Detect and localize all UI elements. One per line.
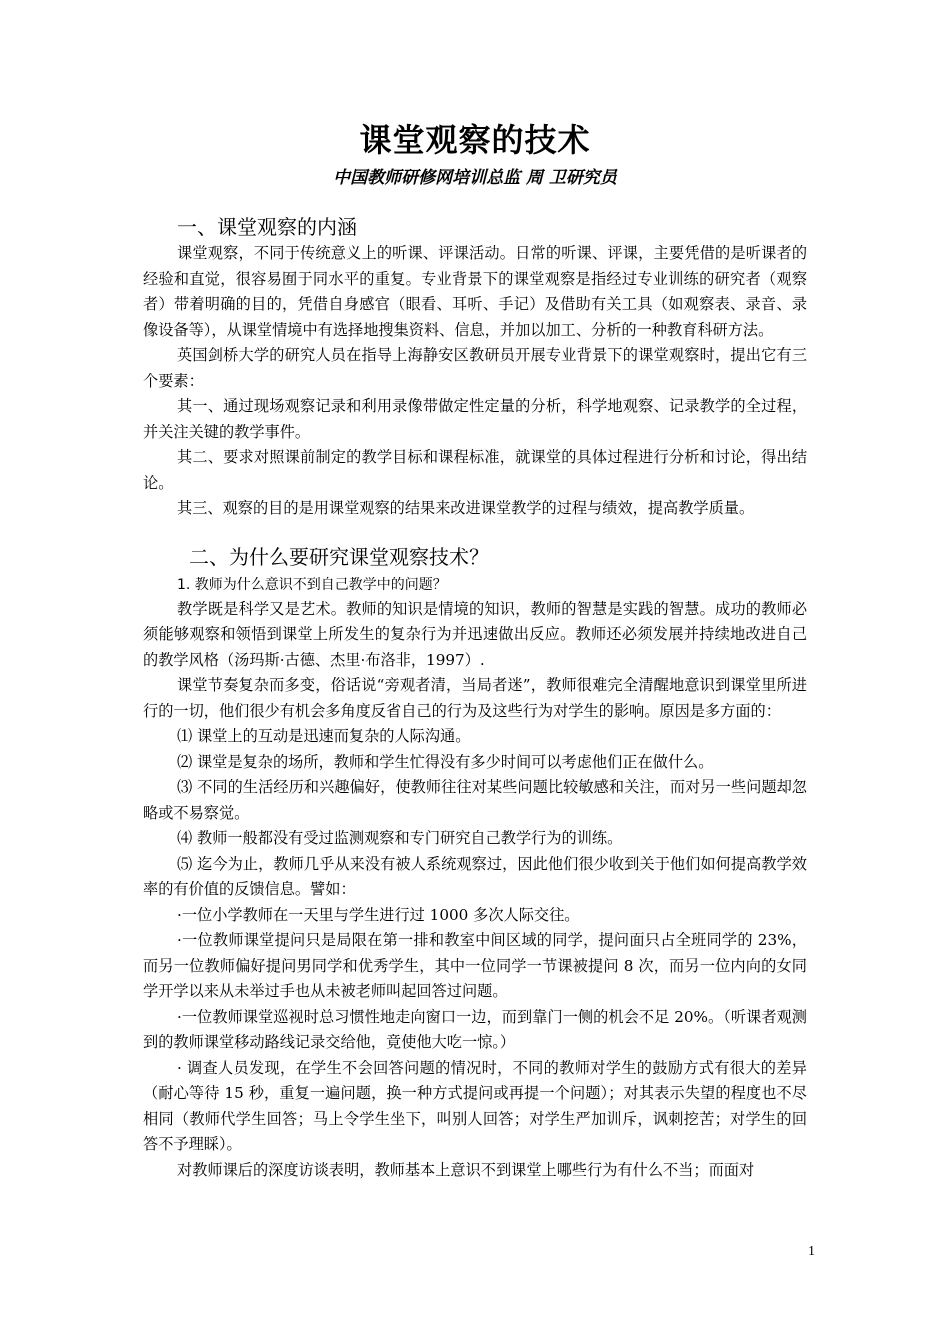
bullet-item: ·一位小学教师在一天里与学生进行过 1000 多次人际交往。 (177, 905, 580, 924)
paragraph: 课堂节奏复杂而多变，俗话说“旁观者清，当局者迷”，教师很难完全清醒地意识到课堂里所进行的一切，他们很少有机会多角度反省自己的行为及这些行为对学生的影响。原因是多方面的： (143, 676, 807, 720)
list-item: ⑴ 课堂上的互动是迅速而复杂的人际沟通。 (177, 727, 471, 745)
document-body (143, 214, 807, 1183)
author-line: 中国教师研修网培训总监 周 卫研究员 (333, 168, 617, 188)
paragraph: 教学既是科学又是艺术。教师的知识是情境的知识，教师的智慧是实践的智慧。成功的教师必须能够观察和领悟到课堂上所发生的复杂行为并迅速做出反应。教师还必须发展并持续地改进自己的教学风格（汤玛斯·古德、杰里·布洛非，1997）. (143, 599, 807, 669)
list-item: ⑶ 不同的生活经历和兴趣偏好，使教师往往对某些问题比较敏感和关注，而对另一些问题却忽略或不易察觉。 (143, 778, 807, 822)
document-title: 课堂观察的技术 (359, 121, 591, 159)
paragraph: 对教师课后的深度访谈表明，教师基本上意识不到课堂上哪些行为有什么不当；而面对 (177, 1160, 755, 1179)
paragraph: 课堂观察，不同于传统意义上的听课、评课活动。日常的听课、评课，主要凭借的是听课者的经验和直觉，很容易囿于同水平的重复。专业背景下的课堂观察是指经过专业训练的研究者（观察者）带着明确的目的，凭借自身感官（眼看、耳听、手记）及借助有关工具（如观察表、录音、录像设备等），从课堂情境中有选择地搜集资料、信息，并加以加工、分析的一种教育科研方法。 (143, 244, 807, 339)
list-item: ⑵ 课堂是复杂的场所，教师和学生忙得没有多少时间可以考虑他们正在做什么。 (177, 752, 714, 771)
subsection-heading: 1. 教师为什么意识不到自己教学中的问题？ (177, 576, 447, 593)
section-heading-1: 一、课堂观察的内涵 (177, 215, 357, 239)
bullet-item: · 调查人员发现，在学生不会回答问题的情况时，不同的教师对学生的鼓励方式有很大的差异（耐心等待 15 秒，重复一遍问题，换一种方式提问或再提一个问题）；对其表示失望的程度也不尽相同（教师代学生回答；马上令学生坐下，叫别人回答；对学生严加训斥，讽刺挖苦；对学生的回答不予理睬）。 (143, 1058, 807, 1153)
bullet-item: ·一位教师课堂巡视时总习惯性地走向窗口一边，而到靠门一侧的机会不足 20%。（听课者观测到的教师课堂移动路线记录交给他，竟使他大吃一惊。） (143, 1007, 807, 1051)
paragraph: 其三、观察的目的是用课堂观察的结果来改进课堂教学的过程与绩效，提高教学质量。 (177, 499, 755, 517)
section-heading-2: 二、为什么要研究课堂观察技术？ (189, 544, 489, 569)
paragraph: 其二、要求对照课前制定的教学目标和课程标准，就课堂的具体过程进行分析和讨论，得出结论。 (143, 448, 807, 492)
page-number: 1 (808, 1244, 815, 1259)
list-item: ⑸ 迄今为止，教师几乎从来没有被人系统观察过，因此他们很少收到关于他们如何提高教学效率的有价值的反馈信息。譬如： (143, 854, 807, 898)
list-item: ⑷ 教师一般都没有受过监测观察和专门研究自己教学行为的训练。 (177, 829, 623, 847)
bullet-item: ·一位教师课堂提问只是局限在第一排和教室中间区域的同学，提问面只占全班同学的 23%，而另一位教师偏好提问男同学和优秀学生，其中一位同学一节课被提问 8 次，而另一位内向的女同学开学以来从未举过手也从未被老师叫起回答过问题。 (143, 931, 807, 1000)
paragraph: 英国剑桥大学的研究人员在指导上海静安区教研员开展专业背景下的课堂观察时，提出它有三个要素： (143, 346, 807, 390)
paragraph: 其一、通过现场观察记录和利用录像带做定性定量的分析，科学地观察、记录教学的全过程，并关注关键的教学事件。 (143, 397, 807, 441)
